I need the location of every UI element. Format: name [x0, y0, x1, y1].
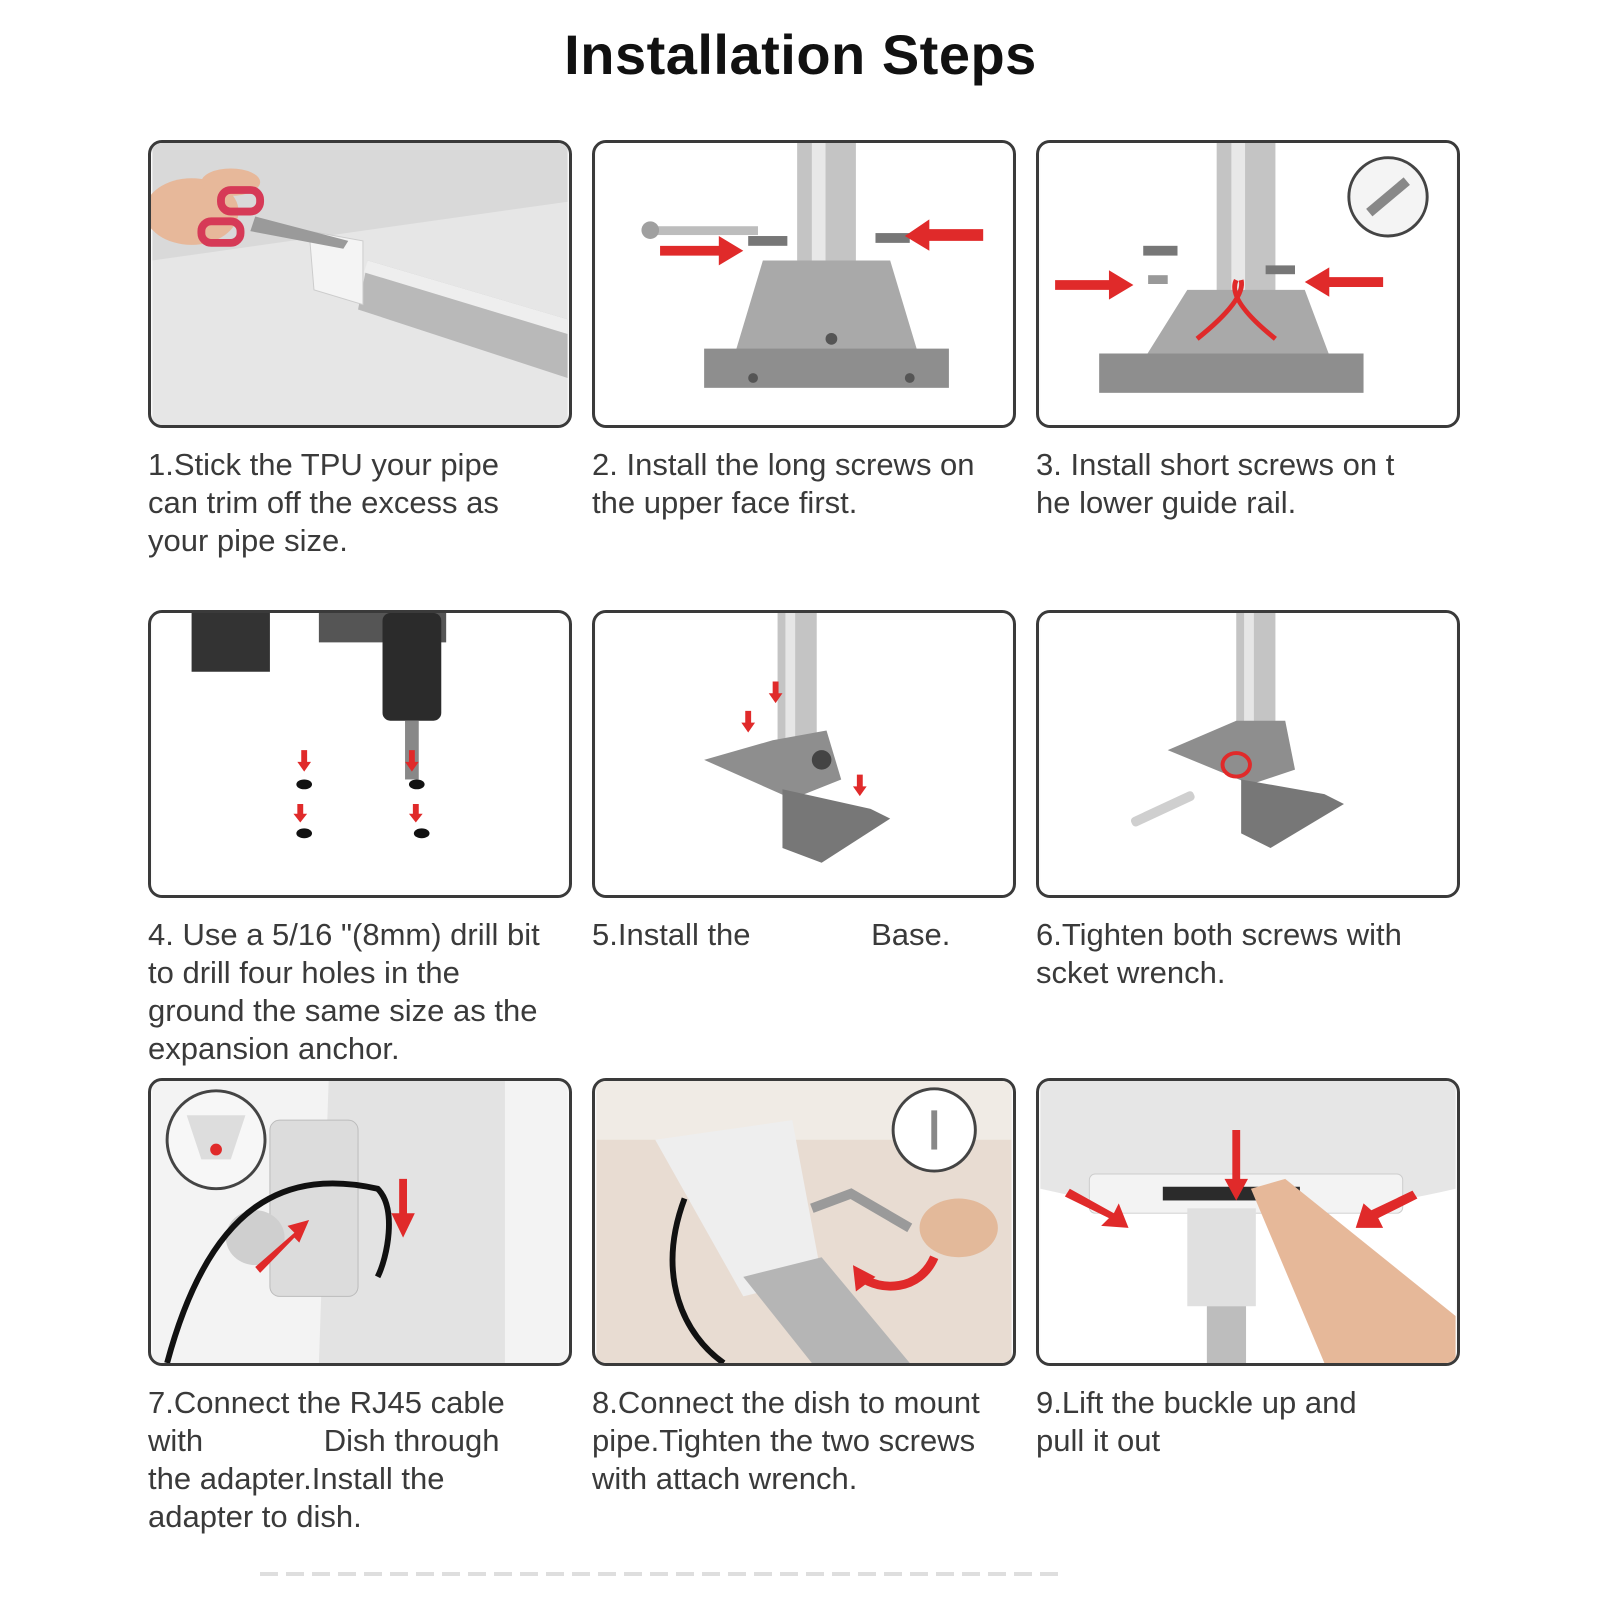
step-4-caption: 4. Use a 5/16 "(8mm) drill bit to drill four holes in the ground the same size as the expansion anchor. — [148, 917, 540, 1066]
step-9-illustration — [1036, 1078, 1460, 1366]
step-7-caption: 7.Connect the RJ45 cable with Dish through the adapter.Install the adapter to dish. — [148, 1385, 505, 1534]
footer-faded-text — [260, 1572, 1060, 1576]
step-1-illustration — [148, 140, 572, 428]
step-2-caption: 2. Install the long screws on the upper face first. — [592, 447, 975, 520]
step-7-illustration — [148, 1078, 572, 1366]
step-8-illustration — [592, 1078, 1016, 1366]
step-5-caption: 5.Install the Base. — [592, 917, 951, 952]
step-8-caption: 8.Connect the dish to mount pipe.Tighten the two screws with attach wrench. — [592, 1385, 980, 1496]
step-2-illustration — [592, 140, 1016, 428]
step-9-caption: 9.Lift the buckle up and pull it out — [1036, 1385, 1357, 1458]
step-1-caption: 1.Stick the TPU your pipe can trim off the excess as your pipe size. — [148, 447, 499, 558]
page-title: Installation Steps — [564, 23, 1037, 86]
step-4-illustration — [148, 610, 572, 898]
step-3-illustration — [1036, 140, 1460, 428]
step-3-caption: 3. Install short screws on t he lower guide rail. — [1036, 447, 1395, 520]
step-6-caption: 6.Tighten both screws with scket wrench. — [1036, 917, 1402, 990]
step-6-illustration — [1036, 610, 1460, 898]
step-5-illustration — [592, 610, 1016, 898]
